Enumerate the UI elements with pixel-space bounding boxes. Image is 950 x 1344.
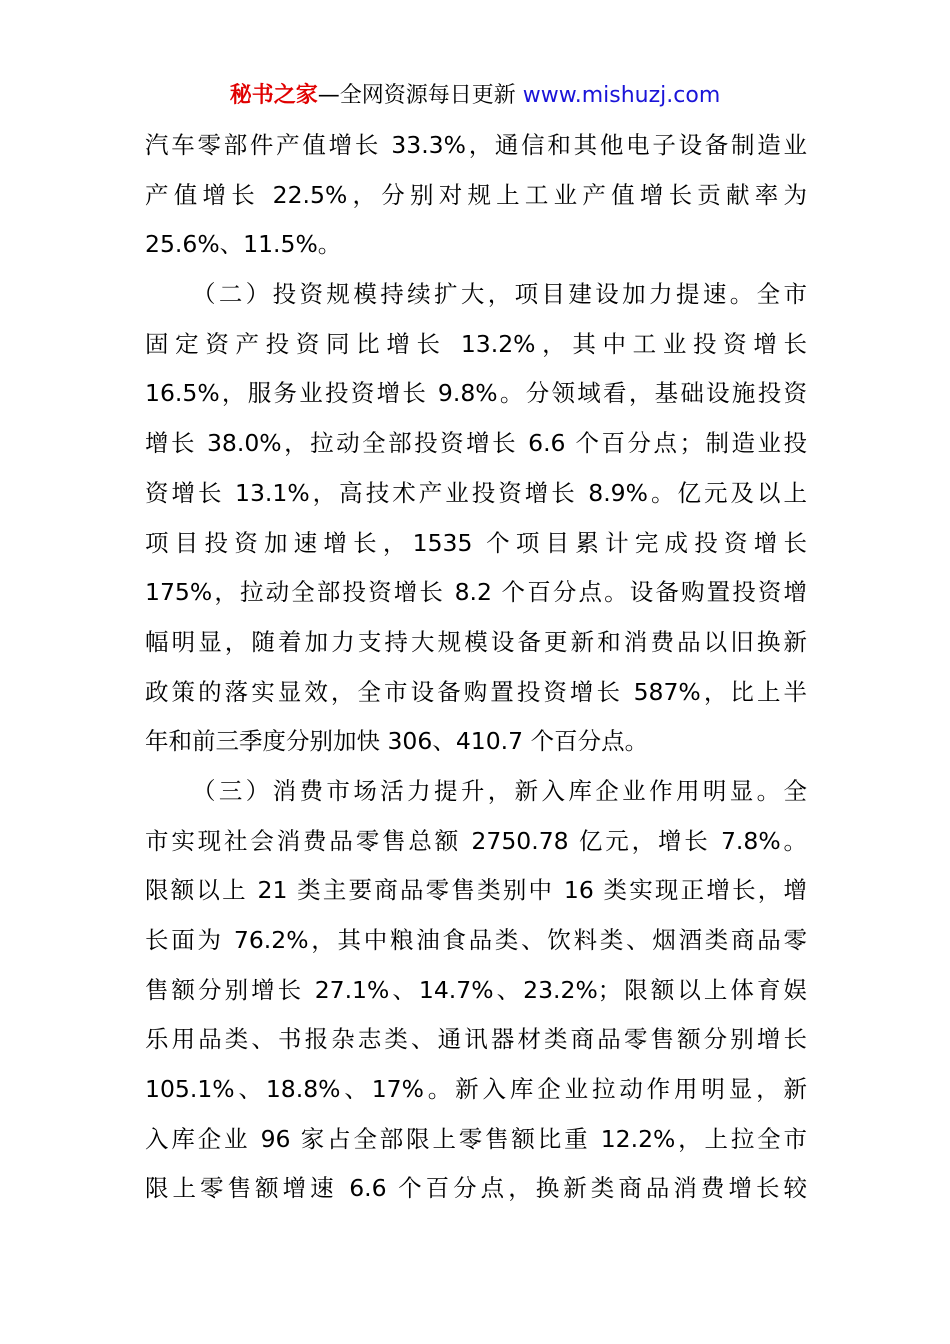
text-line: 政策的落实显效，全市设备购置投资增长 587%，比上半	[145, 677, 807, 706]
text-line: 增长 38.0%，拉动全部投资增长 6.6 个百分点；制造业投	[145, 429, 807, 458]
text-line: 入库企业 96 家占全部限上零售额比重 12.2%，上拉全市	[145, 1124, 807, 1153]
site-url-link[interactable]: www.mishuzj.com	[522, 83, 721, 108]
text-line: 项目投资加速增长，1535 个项目累计完成投资增长	[145, 528, 807, 557]
text-line: 25.6%、11.5%。	[145, 230, 342, 259]
document-body	[145, 121, 807, 1214]
text-line: 汽车零部件产值增长 33.3%，通信和其他电子设备制造业	[145, 131, 807, 159]
text-line: 售额分别增长 27.1%、14.7%、23.2%；限额以上体育娱	[145, 975, 807, 1004]
text-line: 固定资产投资同比增长 13.2%，其中工业投资增长	[145, 329, 807, 358]
text-line: （二）投资规模持续扩大，项目建设加力提速。全市	[192, 280, 807, 309]
text-line: 乐用品类、书报杂志类、通讯器材类商品零售额分别增长	[145, 1025, 807, 1054]
text-line: （三）消费市场活力提升，新入库企业作用明显。全	[192, 776, 807, 805]
text-line: 限上零售额增速 6.6 个百分点，换新类商品消费增长较	[145, 1174, 807, 1203]
brand-name: 秘书之家	[229, 83, 318, 108]
text-line: 资增长 13.1%，高技术产业投资增长 8.9%。亿元及以上	[145, 478, 807, 507]
header-slogan: —全网资源每日更新	[317, 83, 516, 108]
text-line: 年和前三季度分别加快 306、410.7 个百分点。	[145, 727, 649, 756]
text-line: 175%，拉动全部投资增长 8.2 个百分点。设备购置投资增	[145, 578, 807, 607]
page-header	[0, 80, 950, 112]
text-line: 限额以上 21 类主要商品零售类别中 16 类实现正增长，增	[145, 876, 807, 905]
text-line: 16.5%，服务业投资增长 9.8%。分领域看，基础设施投资	[145, 379, 807, 408]
text-line: 产值增长 22.5%，分别对规上工业产值增长贡献率为	[145, 180, 807, 209]
text-line: 市实现社会消费品零售总额 2750.78 亿元，增长 7.8%。	[145, 826, 807, 855]
text-line: 长面为 76.2%，其中粮油食品类、饮料类、烟酒类商品零	[145, 926, 807, 954]
text-line: 105.1%、18.8%、17%。新入库企业拉动作用明显，新	[145, 1075, 807, 1104]
text-line: 幅明显，随着加力支持大规模设备更新和消费品以旧换新	[145, 627, 807, 656]
